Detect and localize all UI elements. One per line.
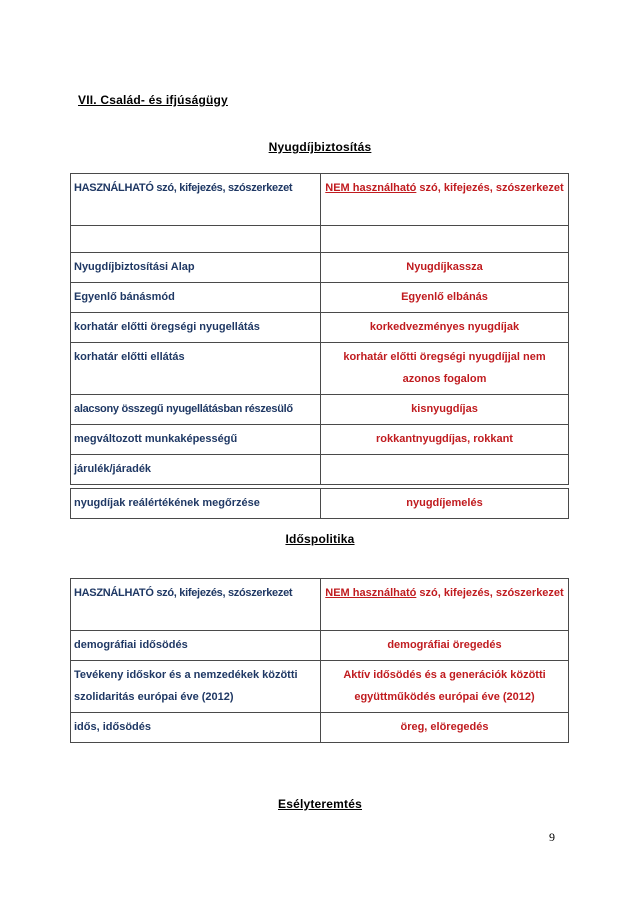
not-usable-term-cell (321, 455, 569, 485)
usable-term-cell: Tevékeny időskor és a nemzedékek közötti szolidaritás európai éve (2012) (71, 661, 321, 713)
not-usable-term-cell: Nyugdíjkassza (321, 253, 569, 283)
usable-term-cell: korhatár előtti öregségi nyugellátás (71, 313, 321, 343)
table-row (71, 661, 569, 713)
table-row (71, 425, 569, 455)
elderly-terms-table (70, 578, 569, 743)
not-usable-term-cell: öreg, elöregedés (321, 713, 569, 743)
usable-term-cell (71, 226, 321, 253)
table-header-row (71, 174, 569, 226)
usable-term-cell: idős, idősödés (71, 713, 321, 743)
pension-terms-table (70, 173, 569, 485)
not-usable-underlined-text: NEM használható (325, 587, 417, 599)
usable-term-cell: alacsony összegű nyugellátásban részesülő (71, 395, 321, 425)
not-usable-term-cell (321, 226, 569, 253)
usable-term-cell: megváltozott munkaképességű (71, 425, 321, 455)
table-row (71, 343, 569, 395)
table-row (71, 455, 569, 485)
table-row (71, 283, 569, 313)
not-usable-term-cell: korhatár előtti öregségi nyugdíjjal nem azonos fogalom (321, 343, 569, 395)
not-usable-rest-text: szó, kifejezés, szószerkezet (416, 587, 564, 599)
usable-term-cell: Egyenlő bánásmód (71, 283, 321, 313)
not-usable-term-cell: demográfiai öregedés (321, 631, 569, 661)
section-heading-pension: Nyugdíjbiztosítás (268, 140, 372, 154)
usable-term-cell: járulék/járadék (71, 455, 321, 485)
not-usable-term-cell: kisnyugdíjas (321, 395, 569, 425)
page-title: VII. Család- és ifjúságügy (78, 93, 228, 107)
not-usable-header-cell (321, 174, 569, 226)
not-usable-underlined-text: NEM használható (325, 182, 417, 194)
not-usable-rest-text: szó, kifejezés, szószerkezet (416, 182, 564, 194)
table-row (71, 713, 569, 743)
usable-term-cell: demográfiai idősödés (71, 631, 321, 661)
usable-header-cell: HASZNÁLHATÓ szó, kifejezés, szószerkezet (71, 579, 321, 631)
not-usable-term-cell: Aktív idősödés és a generációk közötti együttműködés európai éve (2012) (321, 661, 569, 713)
not-usable-term-cell: rokkantnyugdíjas, rokkant (321, 425, 569, 455)
usable-term-cell: nyugdíjak reálértékének megőrzése (71, 489, 321, 519)
table-row (71, 395, 569, 425)
section-heading-equality: Esélyteremtés (278, 797, 362, 811)
table-row (71, 489, 569, 519)
not-usable-term-cell: Egyenlő elbánás (321, 283, 569, 313)
table-row-empty (71, 226, 569, 253)
not-usable-term-cell: korkedvezményes nyugdíjak (321, 313, 569, 343)
section-heading-elderly: Időspolitika (285, 532, 355, 546)
table-header-row (71, 579, 569, 631)
not-usable-header-cell (321, 579, 569, 631)
table-row (71, 631, 569, 661)
page-number: 9 (549, 830, 555, 844)
usable-term-cell: korhatár előtti ellátás (71, 343, 321, 395)
not-usable-term-cell: nyugdíjemelés (321, 489, 569, 519)
table-row (71, 313, 569, 343)
usable-term-cell: Nyugdíjbiztosítási Alap (71, 253, 321, 283)
pension-extra-table (70, 488, 569, 519)
table-row (71, 253, 569, 283)
usable-header-cell: HASZNÁLHATÓ szó, kifejezés, szószerkezet (71, 174, 321, 226)
